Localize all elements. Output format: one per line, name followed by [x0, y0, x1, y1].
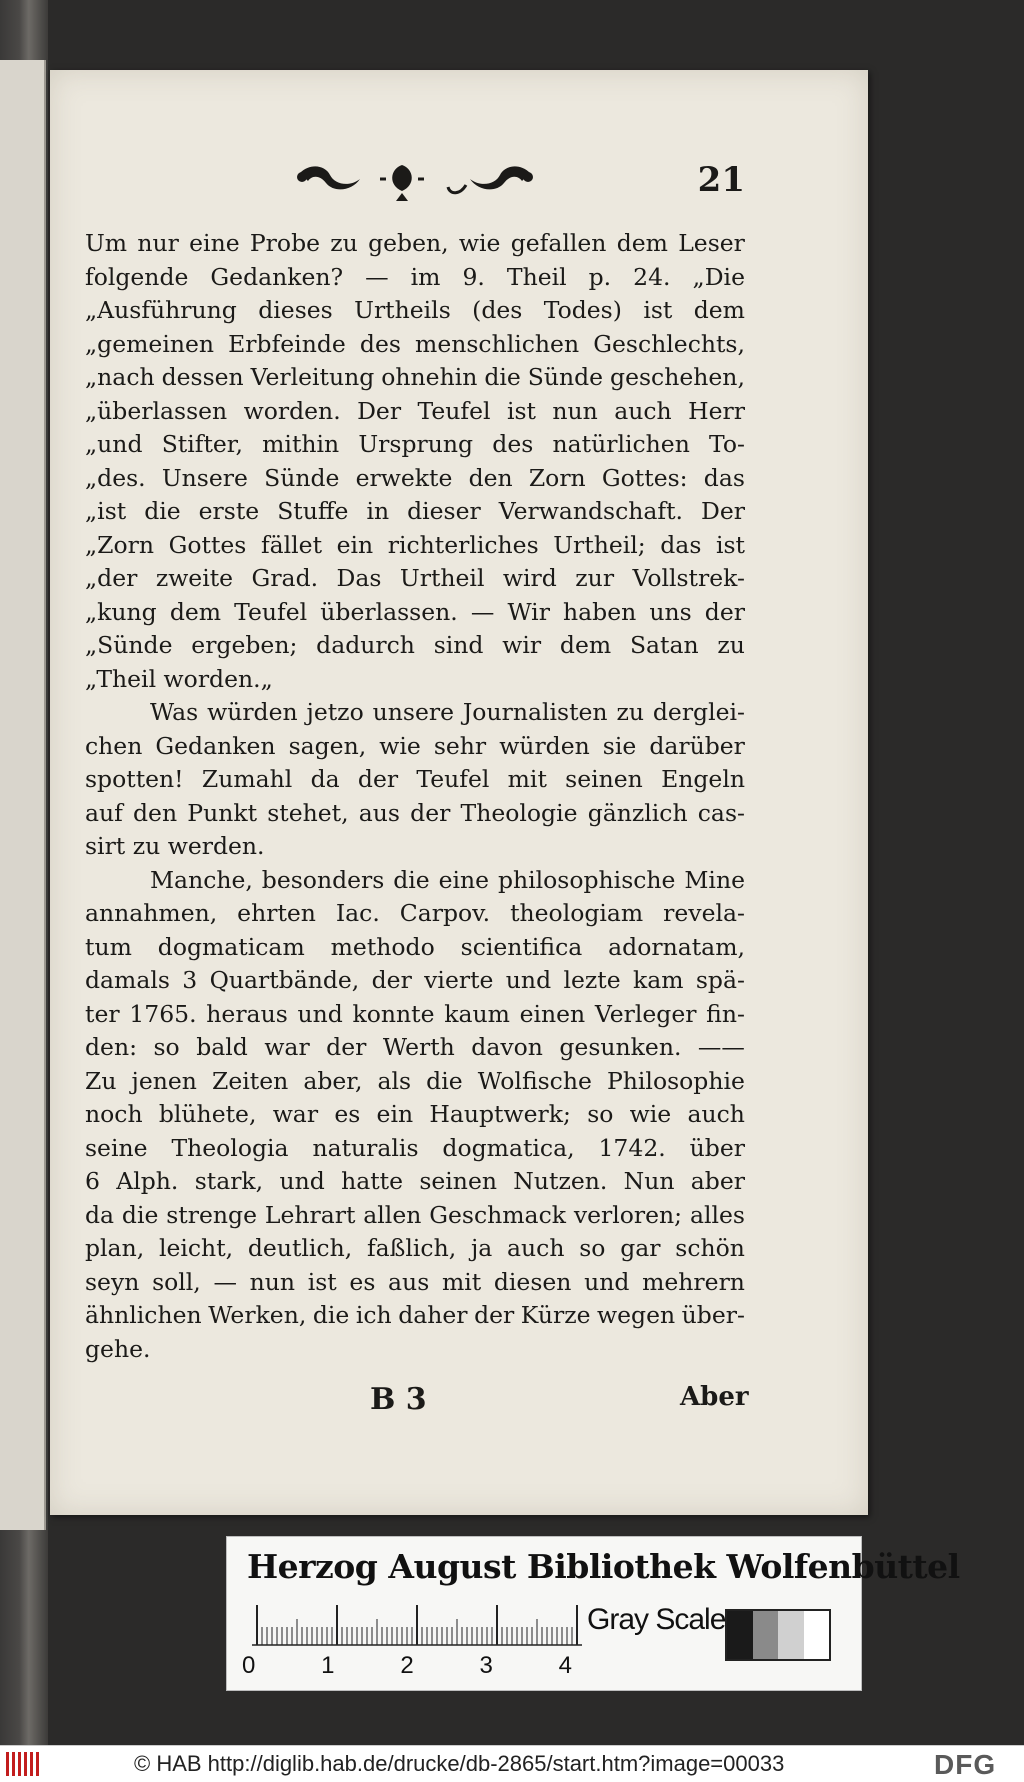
- text-line: „gemeinen Erbfeinde des menschlichen Geschlechts,: [85, 329, 745, 358]
- text-line: da die strenge Lehrart allen Geschmack verloren; alles: [85, 1200, 745, 1229]
- text-line: „Zorn Gottes fället ein richterliches Urtheil; das ist: [85, 530, 745, 559]
- text-line: spotten! Zumahl da der Teufel mit seinen Engeln: [85, 765, 745, 793]
- text-line: „des. Unsere Sünde erwekte den Zorn Gottes: das: [85, 463, 745, 492]
- page-number: 21: [697, 160, 745, 200]
- gray-swatch: [753, 1611, 779, 1659]
- ruler-label: 0: [242, 1652, 256, 1679]
- text-line: gehe.: [85, 1334, 151, 1363]
- signature-mark: B 3: [370, 1382, 427, 1417]
- text-line: „und Stifter, mithin Ursprung des natürlichen To-: [85, 430, 745, 458]
- printers-ornament-icon: [290, 155, 540, 203]
- body-text: [85, 227, 745, 1366]
- text-line: folgende Gedanken? — im 9. Theil p. 24. „Die: [85, 262, 745, 291]
- gray-scale-swatches: [725, 1609, 831, 1661]
- ruler-labels: [242, 1652, 572, 1680]
- gray-swatch: [727, 1611, 753, 1659]
- viewer-footer-bar: [0, 1745, 1024, 1782]
- text-line: Was würden jetzo unsere Journalisten zu derglei-: [150, 698, 745, 726]
- text-line: 6 Alph. stark, und hatte seinen Nutzen. Nun aber: [85, 1167, 745, 1195]
- text-line: seyn soll, — nun ist es aus mit diesen und mehrern: [85, 1267, 745, 1296]
- text-line: „kung dem Teufel überlassen. — Wir haben uns der: [85, 597, 745, 626]
- ruler-label: 1: [321, 1652, 335, 1679]
- gray-swatch: [804, 1611, 830, 1659]
- text-line: „überlassen worden. Der Teufel ist nun auch Herr: [85, 396, 745, 425]
- text-line: Manche, besonders die eine philosophische Mine: [150, 865, 745, 894]
- color-reference-card: [226, 1536, 960, 1691]
- adjacent-page-edge: [0, 60, 46, 1530]
- text-line: „der zweite Grad. Das Urtheil wird zur Vollstrek-: [85, 564, 745, 592]
- text-line: tum dogmaticam methodo scientifica adornatam,: [85, 932, 745, 961]
- ruler-label: 4: [558, 1652, 572, 1679]
- hab-logo-icon: [6, 1752, 46, 1776]
- text-line: auf den Punkt stehet, aus der Theologie gänzlich cas-: [85, 798, 745, 827]
- gray-scale-label: Gray Scale: [587, 1603, 726, 1636]
- text-line: seine Theologia naturalis dogmatica, 1742. über: [85, 1133, 745, 1162]
- text-line: sirt zu werden.: [85, 832, 265, 860]
- text-line: Um nur eine Probe zu geben, wie gefallen dem Leser: [85, 229, 745, 257]
- text-line: „Sünde ergeben; dadurch sind wir dem Satan zu: [85, 631, 745, 659]
- text-line: „nach dessen Verleitung ohnehin die Sünde geschehen,: [85, 363, 745, 391]
- library-name: Herzog August Bibliothek Wolfenbüttel: [247, 1547, 960, 1586]
- text-line: ter 1765. heraus und konnte kaum einen Verleger fin-: [85, 999, 745, 1028]
- text-line: „Theil worden.„: [85, 664, 273, 693]
- text-line: chen Gedanken sagen, wie sehr würden sie darüber: [85, 731, 745, 760]
- text-line: annahmen, ehrten Iac. Carpov. theologiam revela-: [85, 899, 745, 927]
- text-line: „ist die erste Stuffe in dieser Verwandschaft. Der: [85, 497, 745, 525]
- dfg-logo: DFG: [934, 1749, 997, 1780]
- ruler-label: 2: [400, 1652, 414, 1679]
- text-line: Zu jenen Zeiten aber, als die Wolfische Philosophie: [85, 1066, 745, 1095]
- text-line: ähnlichen Werken, die ich daher der Kürze wegen über-: [85, 1301, 745, 1329]
- text-line: den: so bald war der Werth davon gesunken. ——: [85, 1033, 745, 1061]
- text-line: plan, leicht, deutlich, faßlich, ja auch so gar schön: [85, 1234, 745, 1262]
- ruler-label: 3: [479, 1652, 493, 1679]
- text-line: „Ausführung dieses Urtheils (des Todes) ist dem: [85, 296, 745, 324]
- text-line: damals 3 Quartbände, der vierte und lezte kam spä-: [85, 966, 745, 994]
- catchword: Aber: [680, 1382, 749, 1412]
- gray-swatch: [778, 1611, 804, 1659]
- text-line: noch blühete, war es ein Hauptwerk; so wie auch: [85, 1100, 745, 1128]
- copyright-link[interactable]: © HAB http://diglib.hab.de/drucke/db-2865/start.htm?image=00033: [134, 1751, 785, 1776]
